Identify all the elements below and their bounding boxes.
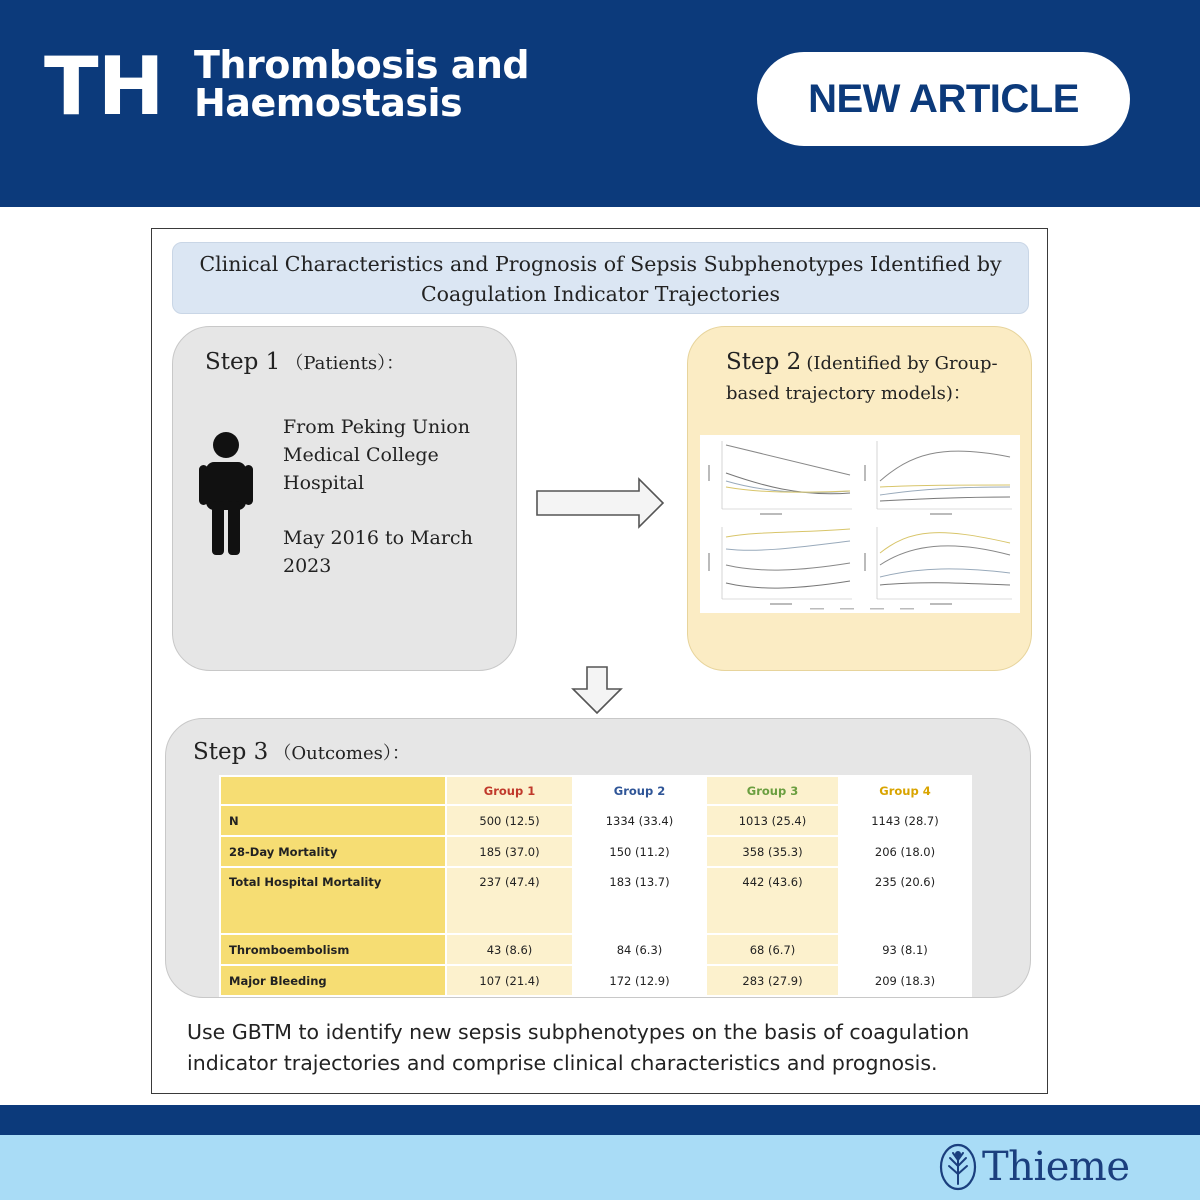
step2-heading — [726, 347, 998, 409]
step1-heading — [205, 349, 404, 375]
summary-line2: indicator trajectories and comprise clinical characteristics and prognosis. — [187, 1051, 938, 1075]
thieme-tree-icon — [938, 1142, 978, 1192]
step3-panel — [165, 718, 1031, 998]
table-cell: 84 (6.3) — [573, 934, 706, 965]
column-header: Group 1 — [446, 776, 573, 805]
table-cell: 185 (37.0) — [446, 836, 573, 867]
row-label: Total Hospital Mortality — [220, 867, 446, 934]
table-cell: 209 (18.3) — [839, 965, 971, 996]
step3-label: Step 3 — [193, 739, 269, 765]
table-cell: 68 (6.7) — [706, 934, 839, 965]
journal-name-line2: Haemostasis — [194, 81, 463, 125]
table-cell: 235 (20.6) — [839, 867, 971, 934]
table-cell: 1143 (28.7) — [839, 805, 971, 836]
step3-heading — [193, 739, 410, 765]
step1-label: Step 1 — [205, 349, 281, 375]
table-cell: 206 (18.0) — [839, 836, 971, 867]
table-row — [220, 867, 971, 934]
new-article-badge: NEW ARTICLE — [757, 52, 1130, 146]
column-header: Group 4 — [839, 776, 971, 805]
step3-sub: （Outcomes）： — [273, 743, 410, 764]
row-label: Thromboembolism — [220, 934, 446, 965]
publisher-name: Thieme — [982, 1144, 1130, 1190]
row-label: N — [220, 805, 446, 836]
header-blank — [220, 776, 446, 805]
row-label: 28-Day Mortality — [220, 836, 446, 867]
trajectory-plots-image — [700, 435, 1020, 613]
summary-line1: Use GBTM to identify new sepsis subphenotypes on the basis of coagulation — [187, 1020, 970, 1044]
table-cell: 107 (21.4) — [446, 965, 573, 996]
abstract-title-line2: Coagulation Indicator Trajectories — [420, 282, 781, 306]
step1-panel — [172, 326, 517, 671]
abstract-title-line1: Clinical Characteristics and Prognosis of Sepsis Subphenotypes Identified by — [199, 252, 1002, 276]
step2-sub-line1: (Identified by Group- — [806, 353, 998, 374]
abstract-title — [172, 242, 1029, 314]
table-cell: 442 (43.6) — [706, 867, 839, 934]
info-line: Medical College — [283, 444, 439, 466]
table-cell: 93 (8.1) — [839, 934, 971, 965]
header-banner — [0, 0, 1200, 207]
journal-name-line1: Thrombosis and — [194, 43, 530, 87]
table-row — [220, 965, 971, 996]
arrow-right-icon — [535, 477, 665, 529]
step2-panel — [687, 326, 1032, 671]
info-line: Hospital — [283, 472, 365, 494]
journal-logo: TH — [44, 40, 164, 133]
table-cell: 358 (35.3) — [706, 836, 839, 867]
table-row — [220, 934, 971, 965]
table-row — [220, 836, 971, 867]
table-cell: 1334 (33.4) — [573, 805, 706, 836]
graphical-abstract — [151, 228, 1048, 1094]
table-cell: 43 (8.6) — [446, 934, 573, 965]
table-cell: 172 (12.9) — [573, 965, 706, 996]
table-cell: 183 (13.7) — [573, 867, 706, 934]
step2-label: Step 2 — [726, 349, 802, 375]
table-cell: 1013 (25.4) — [706, 805, 839, 836]
footer-stripe — [0, 1105, 1200, 1135]
table-cell: 237 (47.4) — [446, 867, 573, 934]
column-header: Group 2 — [573, 776, 706, 805]
patient-source — [283, 413, 473, 580]
journal-name — [194, 43, 530, 125]
outcomes-table — [219, 775, 972, 997]
table-cell: 283 (27.9) — [706, 965, 839, 996]
table-row — [220, 805, 971, 836]
table-cell: 150 (11.2) — [573, 836, 706, 867]
person-icon — [197, 431, 255, 555]
abstract-summary — [187, 1017, 969, 1079]
step2-sub-line2: based trajectory models)： — [726, 383, 971, 404]
step1-sub: （Patients）： — [285, 353, 405, 374]
row-label: Major Bleeding — [220, 965, 446, 996]
arrow-down-icon — [571, 665, 623, 715]
table-header-row — [220, 776, 971, 805]
column-header: Group 3 — [706, 776, 839, 805]
info-line: From Peking Union — [283, 416, 470, 438]
info-line: 2023 — [283, 555, 332, 577]
table-cell: 500 (12.5) — [446, 805, 573, 836]
info-line: May 2016 to March — [283, 527, 473, 549]
publisher-logo — [938, 1142, 1130, 1192]
